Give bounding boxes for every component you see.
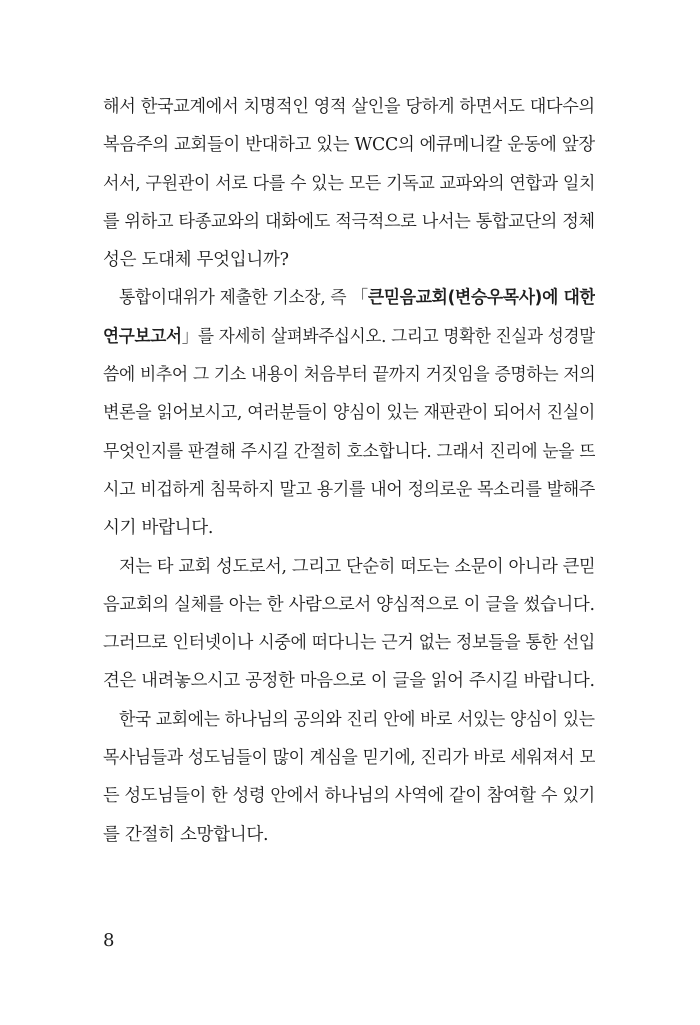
page-number: 8 xyxy=(103,930,115,951)
text-line-content: 든 성도님들이 한 성령 안에서 하나님의 사역에 같이 참여할 수 있기 xyxy=(103,786,595,807)
text-line xyxy=(103,433,595,471)
text-line xyxy=(103,471,595,509)
text-line xyxy=(103,701,595,739)
text-line-content: 씀에 비추어 그 기소 내용이 처음부터 끝까지 거짓임을 증명하는 저의 xyxy=(103,365,595,386)
text-line xyxy=(103,586,595,624)
text-line-content: 견은 내려놓으시고 공정한 마음으로 이 글을 읽어 주시길 바랍니다. xyxy=(103,671,595,692)
text-line-content: 복음주의 교회들이 반대하고 있는 WCC의 에큐메니칼 운동에 앞장 xyxy=(103,135,595,156)
text-line xyxy=(103,509,595,547)
text-line xyxy=(103,241,595,279)
text-line xyxy=(103,394,595,432)
text-line-content: 저는 타 교회 성도로서, 그리고 단순히 떠도는 소문이 아니라 큰믿 xyxy=(119,556,595,577)
text-line xyxy=(103,126,595,164)
text-line-content: 그러므로 인터넷이나 시중에 떠다니는 근거 없는 정보들을 통한 선입 xyxy=(103,633,595,654)
text-line-content: 변론을 읽어보시고, 여러분들이 양심이 있는 재판관이 되어서 진실이 xyxy=(103,403,595,424)
text-line xyxy=(103,165,595,203)
text-line xyxy=(103,624,595,662)
text-line xyxy=(103,279,595,317)
text-line xyxy=(103,739,595,777)
text-line xyxy=(103,662,595,700)
text-line-content: 를 간절히 소망합니다. xyxy=(103,824,269,845)
text-line xyxy=(103,203,595,241)
text-line-content: 를 위하고 타종교와의 대화에도 적극적으로 나서는 통합교단의 정체 xyxy=(103,211,595,232)
text-line-content: 무엇인지를 판결해 주시길 간절히 호소합니다. 그래서 진리에 눈을 뜨 xyxy=(103,441,595,462)
text-line-content: 시기 바랍니다. xyxy=(103,518,214,539)
text-line xyxy=(103,816,595,854)
text-line xyxy=(103,88,595,126)
citation-title-bold: 큰믿음교회(변승우목사)에 대한 xyxy=(367,288,595,309)
text-line-content: 해서 한국교계에서 치명적인 영적 살인을 당하게 하면서도 대다수의 xyxy=(103,97,595,117)
text-line-content: 음교회의 실체를 아는 한 사람으로서 양심적으로 이 글을 썼습니다. xyxy=(103,594,595,615)
text-line xyxy=(103,318,595,356)
body-text xyxy=(103,88,595,854)
text-line-content: 성은 도대체 무엇입니까? xyxy=(103,250,289,271)
text-line xyxy=(103,356,595,394)
citation-prefix: 통합이대위가 제출한 기소장, 즉 「 xyxy=(119,288,368,309)
text-line-content: 시고 비겁하게 침묵하지 말고 용기를 내어 정의로운 목소리를 발해주 xyxy=(103,479,595,500)
text-line-content: 목사님들과 성도님들이 많이 계심을 믿기에, 진리가 바로 세워져서 모 xyxy=(103,748,595,769)
text-line-content xyxy=(119,279,595,317)
text-line-content: 한국 교회에는 하나님의 공의와 진리 안에 바로 서있는 양심이 있는 xyxy=(119,709,595,730)
citation-title-bold: 연구보고서 xyxy=(103,326,182,347)
text-line xyxy=(103,777,595,815)
text-line-content: 서서, 구원관이 서로 다를 수 있는 모든 기독교 교파와의 연합과 일치 xyxy=(103,173,595,194)
text-line-content xyxy=(103,318,595,356)
text-line xyxy=(103,548,595,586)
citation-suffix: 」를 자세히 살펴봐주십시오. 그리고 명확한 진실과 성경말 xyxy=(181,326,595,347)
